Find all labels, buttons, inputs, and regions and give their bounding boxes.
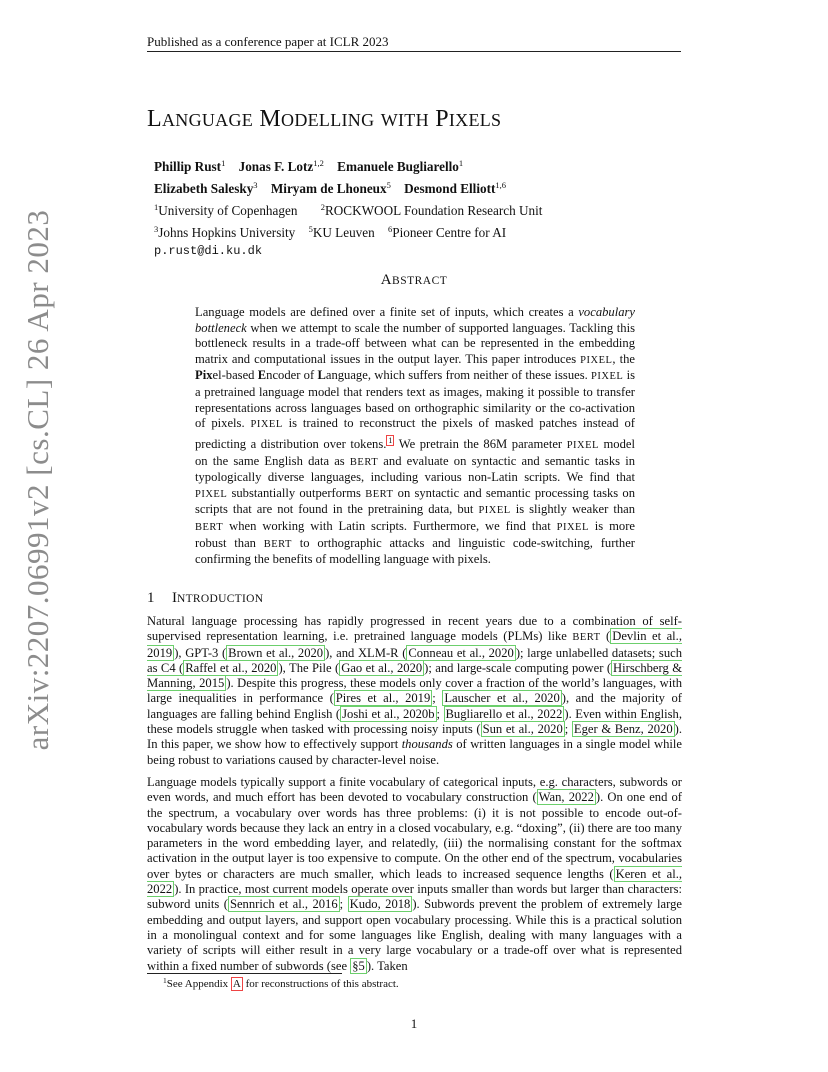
citation-link[interactable]: Joshi et al., 2020b bbox=[342, 706, 435, 721]
author-line-2: Elizabeth Salesky$^3$ Miryam de Lhoneux$^5$ Desmond Elliott$^{1,6}$ bbox=[154, 180, 506, 196]
citation-link[interactable]: Kudo, 2018 bbox=[349, 897, 411, 912]
section-heading-introduction: 1 INTRODUCTION bbox=[147, 590, 264, 606]
citation-link[interactable]: Hirschberg & Manning, 2015 bbox=[147, 660, 682, 691]
footnote: $^1$See Appendix A for reconstructions of this abstract. bbox=[163, 976, 399, 990]
paragraph: Language models typically support a finite vocabulary of categorical inputs, e.g. characters, subwords or even words, and much effort has been devoted to vocabulary construction ( Wan, 2022 ). On one end of the spectrum, a vocabulary over words has three problems: (i) it is not possible to encode out-of-vocabulary words because they lack an entry in a closed vocabulary, e.g. “doxing”, (ii) there are too many parameters in the word embedding layer, and relatedly, (iii) the normalising constant for the softmax activation in the output layer is too expensive to compute. On the other end of the spectrum, vocabularies over bytes or characters are much smaller, which leads to increased sequence lengths ( Keren et al., 2022 ). In practice, most current models operate over inputs smaller than words but larger than characters: subword units ( Sennrich et al., 2016 ; Kudo, 2018 ). Subwords prevent the problem of extremely large embedding and output layers, and support open vocabulary processing. While this is a practical solution in a monolingual context and for some languages like English, dealing with many languages with a variety of scripts will either result in a very large vocabulary or a trade-off over what is represented within a fixed number of subwords (see §5 ). Taken bbox=[147, 774, 683, 973]
author-name: Jonas F. Lotz bbox=[238, 159, 314, 174]
arxiv-stamp-text: arXiv:2207.06991v2 [cs.CL] 26 Apr 2023 bbox=[20, 209, 55, 751]
abstract-heading: ABSTRACT bbox=[380, 272, 448, 288]
citation-link[interactable]: Wan, 2022 bbox=[538, 790, 594, 805]
citation-link[interactable]: Pires et al., 2019 bbox=[335, 691, 431, 706]
affiliation-line-1: $^1$University of Copenhagen $^2$ROCKWOOL Foundation Research Unit bbox=[154, 202, 543, 218]
affiliation-line-2: $^3$Johns Hopkins University $^5$KU Leuven $^6$Pioneer Centre for AI bbox=[154, 224, 507, 240]
paragraph: Natural language processing has rapidly progressed in recent years due to a combination of self-supervised representation learning, i.e. pretrained language models (PLMs) like BERT ( Devlin et al., 2019 ), GPT-3 ( Brown et al., 2020 ), and XLM-R ( Conneau et al., 2020 ); large unlabelled datasets; such as C4 ( Raffel et al., 2020 ), The Pile ( Gao et al., 2020 ); and large-scale computing power ( Hirschberg & Manning, 2015 ). Despite this progress, these models only cover a fraction of the world’s languages, with large inequalities in performance ( Pires et al., 2019 ; Lauscher et al., 2020 ), and the majority of languages are falling behind English ( Joshi et al., 2020b ; Bugliarello et al., 2022 ). Even within English, these models struggle when tasked with processing noisy inputs ( Sun et al., 2020 ; Eger & Benz, 2020 ). In this paper, we show how to effectively support thousands of written languages in a single model while being robust to variations caused by character-level noise. bbox=[147, 614, 683, 767]
citation-link[interactable]: Sun et al., 2020 bbox=[482, 722, 563, 737]
appendix-link[interactable]: A bbox=[232, 978, 241, 990]
running-header: Published as a conference paper at ICLR 2023 bbox=[147, 34, 389, 49]
citation-link[interactable]: Eger & Benz, 2020 bbox=[573, 722, 673, 737]
author-name: Desmond Elliott bbox=[404, 181, 496, 196]
citation-link[interactable]: Devlin et al., 2019 bbox=[147, 629, 682, 660]
author-name: Emanuele Bugliarello bbox=[337, 159, 459, 174]
citation-link[interactable]: Brown et al., 2020 bbox=[228, 645, 324, 660]
citation-link[interactable]: Gao et al., 2020 bbox=[341, 660, 423, 675]
author-line-1: Phillip Rust$^1$ Jonas F. Lotz$^{1,2}$ Emanuele Bugliarello$^1$ bbox=[154, 158, 464, 174]
introduction-body bbox=[147, 614, 682, 981]
author-name: Elizabeth Salesky bbox=[154, 181, 254, 196]
header-rule bbox=[147, 51, 681, 52]
citation-link[interactable]: Raffel et al., 2020 bbox=[185, 660, 277, 675]
page-number: 1 bbox=[410, 1016, 418, 1031]
section-link[interactable]: §5 bbox=[352, 958, 365, 973]
author-block bbox=[154, 154, 684, 260]
author-name: Phillip Rust bbox=[154, 159, 222, 174]
citation-link[interactable]: Bugliarello et al., 2022 bbox=[445, 706, 563, 721]
citation-link[interactable]: Lauscher et al., 2020 bbox=[444, 691, 560, 706]
citation-link[interactable]: Sennrich et al., 2016 bbox=[229, 897, 338, 912]
author-name: Miryam de Lhoneux bbox=[270, 181, 387, 196]
footnote-rule bbox=[147, 973, 342, 974]
arxiv-stamp bbox=[0, 0, 60, 1072]
citation-link[interactable]: Conneau et al., 2020 bbox=[408, 645, 514, 660]
footnote-link[interactable]: 1 bbox=[388, 435, 393, 445]
abstract-body: Language models are defined over a finite set of inputs, which creates a vocabulary bottleneck when we attempt to scale the number of supported languages. Tackling this bottleneck results in a trade-off between what can be represented in the embedding matrix and computational issues in the output layer. This paper introduces PIXEL, the Pixel-based Encoder of Language, which suffers from neither of these issues. PIXEL is a pretrained language model that renders text as images, making it possible to transfer representations across languages based on orthographic similarity or the co-activation of pixels. PIXEL is trained to reconstruct the pixels of masked patches instead of predicting a distribution over tokens. $^1$ We pretrain the 86M parameter PIXEL model on the same English data as BERT and evaluate on syntactic and semantic tasks in typologically diverse languages, including various non-Latin scripts. We find that PIXEL substantially outperforms BERT on syntactic and semantic processing tasks on scripts that are not found in the pretraining data, but PIXEL is slightly weaker than BERT when working with Latin scripts. Furthermore, we find that PIXEL is more robust than BERT to orthographic attacks and linguistic code-switching, further confirming the benefits of modelling language with pixels. bbox=[195, 305, 636, 567]
contact-email: p.rust@di.ku.dk bbox=[154, 244, 263, 258]
citation-link[interactable]: Keren et al., 2022 bbox=[147, 866, 682, 897]
paper-title: LANGUAGE MODELLING WITH PIXELS bbox=[147, 106, 502, 132]
